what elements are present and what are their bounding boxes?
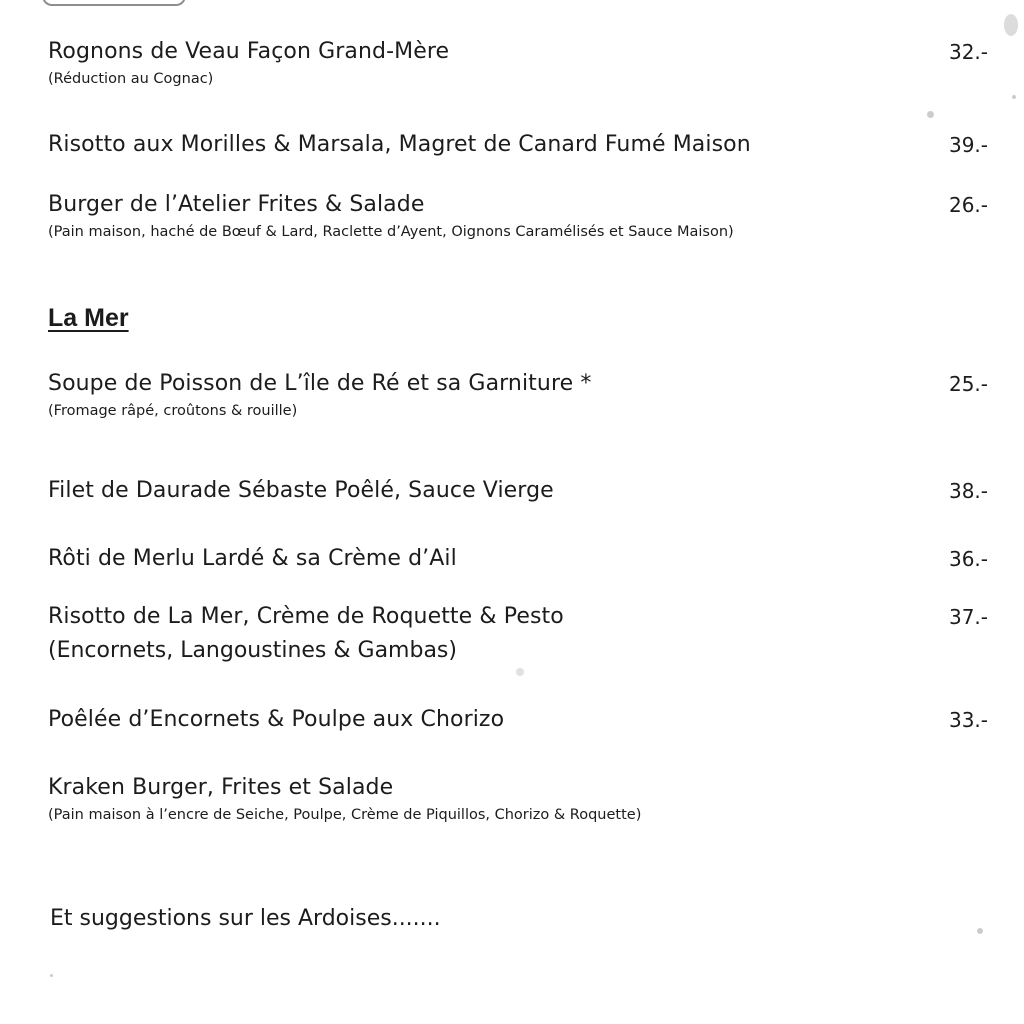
item-description: (Encornets, Langoustines & Gambas): [48, 638, 457, 663]
section-title: La Mer: [48, 304, 129, 332]
item-description: (Pain maison, haché de Bœuf & Lard, Raclette d’Ayent, Oignons Caramélisés et Sauce Maison): [48, 224, 734, 240]
item-name: Risotto aux Morilles & Marsala, Magret de Canard Fumé Maison: [48, 132, 751, 157]
scan-speck: [50, 974, 53, 977]
item-description: (Réduction au Cognac): [48, 71, 214, 87]
scan-speck: [1004, 14, 1018, 36]
footer-note: Et suggestions sur les Ardoises.......: [50, 906, 441, 931]
item-price: 37.-: [948, 605, 988, 629]
scan-speck: [927, 111, 934, 118]
item-name: Soupe de Poisson de L’île de Ré et sa Garniture *: [48, 371, 592, 396]
item-name: Burger de l’Atelier Frites & Salade: [48, 192, 425, 217]
item-price: 26.-: [948, 193, 988, 217]
item-price: 33.-: [948, 708, 988, 732]
item-description: (Fromage râpé, croûtons & rouille): [48, 403, 298, 419]
menu-item-soupe-poisson: [48, 370, 988, 421]
menu-item-rognons: [48, 38, 988, 89]
item-price: 36.-: [948, 547, 988, 571]
scan-speck: [516, 668, 524, 676]
menu-item-daurade: [48, 477, 988, 505]
item-price: 39.-: [948, 133, 988, 157]
menu-item-burger-atelier: [48, 191, 988, 242]
scan-speck: [1012, 95, 1016, 99]
item-price: 32.-: [948, 40, 988, 64]
menu-item-kraken-burger: [48, 774, 988, 825]
scan-speck: [977, 928, 983, 934]
item-price: 25.-: [948, 372, 988, 396]
item-price: 38.-: [948, 479, 988, 503]
top-fragment-decoration: [42, 0, 186, 6]
menu-item-merlu: [48, 545, 988, 573]
menu-item-risotto-morilles: [48, 131, 988, 159]
item-description: (Pain maison à l’encre de Seiche, Poulpe, Crème de Piquillos, Chorizo & Roquette): [48, 807, 642, 823]
item-name: Rognons de Veau Façon Grand-Mère: [48, 39, 450, 64]
menu-item-risotto-mer: [48, 603, 988, 665]
item-name: Filet de Daurade Sébaste Poêlé, Sauce Vierge: [48, 478, 554, 503]
item-name: Rôti de Merlu Lardé & sa Crème d’Ail: [48, 546, 457, 571]
item-name: Kraken Burger, Frites et Salade: [48, 775, 394, 800]
item-name: Poêlée d’Encornets & Poulpe aux Chorizo: [48, 707, 505, 732]
menu-item-encornets-poulpe: [48, 706, 988, 734]
item-name: Risotto de La Mer, Crème de Roquette & Pesto: [48, 604, 564, 629]
